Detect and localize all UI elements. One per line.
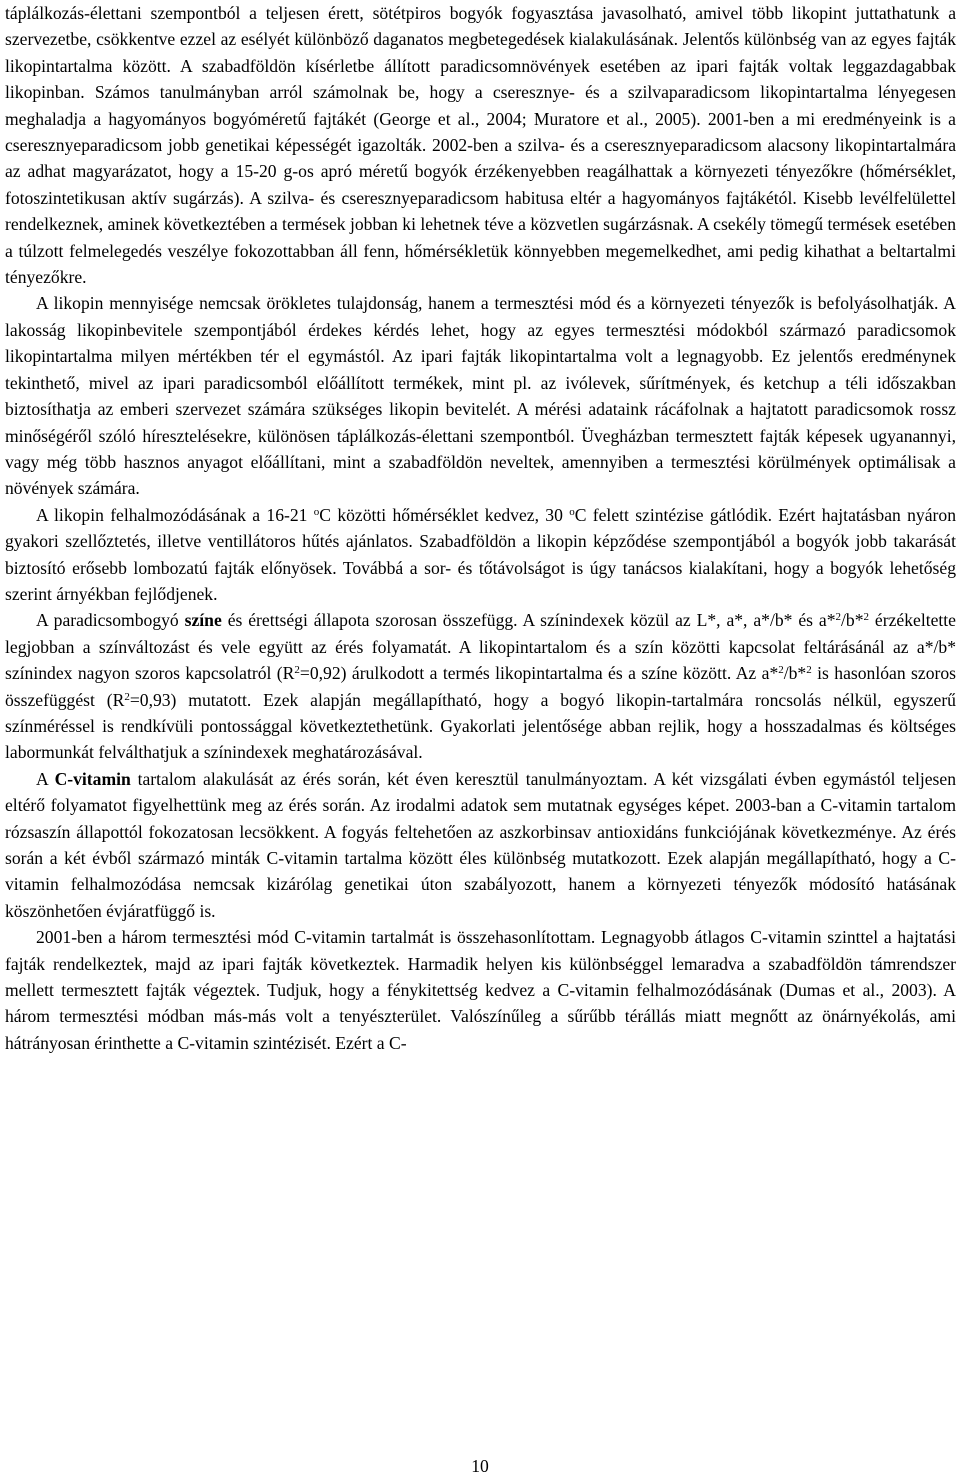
text-run: A paradicsombogyó bbox=[36, 610, 185, 631]
text-run: érzékeltette legjobban a színváltozást és vele együtt az érés folyamatát. A likopintartalom és a szín közötti kapcsolat feltárásánál az a*/b* színindex nagyon szoros kapcsolatról (R bbox=[5, 610, 956, 684]
document-page bbox=[5, 0, 956, 1056]
superscript: 2 bbox=[863, 611, 870, 624]
body-text bbox=[5, 0, 956, 1056]
superscript: o bbox=[313, 505, 320, 518]
text-run: A likopin mennyisége nemcsak örökletes tulajdonság, hanem a termesztési mód és a környezeti tényezők is befolyásolhatják. A lakosság likopinbevitele szempontjából érdekes kérdés lehet, hogy az egyes termesztési módokból származó paradicsomok likopintartalma milyen mértékben tér el egymástól. Az ipari fajták likopintartalma volt a legnagyobb. Ez jelentős eredménynek tekinthető, mivel az ipari paradicsomból előállított termékek, mint pl. az ivólevek, sűrítmények, és ketchup a téli időszakban biztosíthatja az emberi szervezet számára szükséges likopin bevitelét. A mérési adataink rácáfolnak a hajtatott paradicsomok rossz minőségéről szóló híresztelésekre, különösen táplálkozás-élettani szempontból. Üvegházban termesztett fajták képesek ugyanannyi, vagy még több hasznos anyagot előállítani, mint a szabadföldön neveltek, amennyiben a termesztési körülmények optimálisak a növények számára. bbox=[5, 293, 956, 499]
text-run: tartalom alakulását az érés során, két éven keresztül tanulmányoztam. A két vizsgálati évben egymástól teljesen eltérő folyamatot figyelhettünk meg az érés során. Az irodalmi adatok sem mutatnak egységes képet. 2003-ban a C-vitamin tartalom rózsaszín állapottól fokozatosan lecsökkent. A fogyás feltehetően az aszkorbinsav antioxidáns funkciójának következménye. Az érés során a két évből származó minták C-vitamin tartalma között éles különbség mutatkozott. Ezek alapján megállapítható, hogy a C-vitamin felhalmozódása nemcsak kizárólag genetikai úton szabályozott, hanem a környezeti tényezők módosító hatásának köszönhetően évjáratfüggő is. bbox=[5, 768, 956, 921]
superscript: 2 bbox=[778, 664, 784, 677]
text-run: /b* bbox=[783, 663, 807, 684]
page-number: 10 bbox=[471, 1456, 489, 1476]
text-run: 2001-ben a három termesztési mód C-vitamin tartalmát is összehasonlítottam. Legnagyobb átlagos C-vitamin szinttel a hajtatási fajták rendelkeztek, majd az ipari fajták következtek. Harmadik helyen kis különbséggel lemaradva a szabadföldön támrendszer mellett termesztett fajták végeztek. Tudjuk, hogy a fénykitettség kedvez a C-vitamin felhalmozódásának (Dumas et al., 2003). A három termesztési módban más-más volt a tenyészterület. Valószínűleg a sűrűbb térállás miatt megnőtt az önárnyékolás, ami hátrányosan érinthette a C-vitamin szintézisét. Ezért a C- bbox=[5, 927, 956, 1053]
paragraph bbox=[5, 607, 956, 765]
paragraph bbox=[5, 290, 956, 501]
text-run: is hasonlóan szoros összefüggést (R bbox=[5, 663, 956, 710]
superscript: o bbox=[569, 505, 575, 518]
superscript: 2 bbox=[835, 611, 842, 624]
text-run: =0,93) mutatott. Ezek alapján megállapítható, hogy a bogyó likopin-tartalmára roncsolás nélkül, egyszerű színméréssel is rendkívüli pontossággal következtethetünk. Gyakorlati jelentősége abban rejlik, hogy a hosszadalmas és költséges labormunkát felválthatjuk a színindexek meghatározásával. bbox=[5, 689, 956, 763]
text-run: =0,92) árulkodott a termés likopintartalma és a színe között. Az a* bbox=[299, 663, 779, 684]
text-run: táplálkozás-élettani szempontból a teljesen érett, sötétpiros bogyók fogyasztása javasolható, amivel több likopint juttathatunk a szervezetbe, csökkentve ezzel az esélyét különböző daganatos megbetegedések kialakulásának. Jelentős különbség van az egyes fajták likopintartalma között. A szabadföldön kísérletbe állított paradicsomnövények esetében az ipari fajták voltak leggazdagabbak likopinban. Számos tanulmányban arról számolnak be, hogy a cseresznye- és a szilvaparadicsom likopintartalma lényegesen meghaladja a hagyományos bogyóméretű fajtákét (George et al., 2004; Muratore et al., 2005). 2001-ben a mi eredményeink is a cseresznyeparadicsom jobb genetikai képességét igazolták. 2002-ben a szilva- és a cseresznyeparadicsom alacsony likopintartalmára az adhat magyarázatot, hogy a 15-20 g-os apró méretű bogyók érzékenyebben reagálhattak a környezeti tényezőkre (hőmérséklet, fotoszintetikusan aktív sugárzás). A szilva- és cseresznyeparadicsom habitusa eltér a hagyományos fajtákétól. Kisebb levélfelülettel rendelkeznek, aminek következtében a termések jobban ki lehetnek téve a közvetlen sugárzásnak. A csekély tömegű termések esetében a túlzott felmelegedés veszélye fokozottabban áll fenn, hőmérsékletük könnyebben megemelkedhet, ami pedig kihathat a beltartalmi tényezőkre. bbox=[5, 3, 956, 288]
paragraph bbox=[5, 502, 956, 608]
text-run: C közötti hőmérséklet kedvez, 30 bbox=[319, 504, 570, 525]
text-run: és érettségi állapota szorosan összefügg. A színindexek közül az L*, a*, a*/b* és a* bbox=[221, 610, 836, 631]
bold-term: színe bbox=[184, 610, 222, 631]
superscript: 2 bbox=[124, 690, 130, 703]
superscript: 2 bbox=[806, 664, 812, 677]
text-run: C felett szintézise gátlódik. Ezért hajtatásban nyáron gyakori szellőztetés, illetve ventillátoros hűtés ajánlatos. Szabadföldön a likopin képződése szempontjából a bogyók jobb takarását biztosító erősebb lombozatú fajták előnyösek. Továbbá a sor- és tőtávolságot is úgy tanácsos kialakítani, hogy a bogyók lehetőség szerint árnyékban fejlődjenek. bbox=[5, 504, 956, 604]
superscript: 2 bbox=[294, 664, 300, 677]
text-run: A bbox=[36, 768, 55, 789]
bold-term: C-vitamin bbox=[54, 768, 131, 789]
paragraph bbox=[5, 924, 956, 1056]
text-run: A likopin felhalmozódásának a 16-21 bbox=[36, 504, 314, 525]
text-run: /b* bbox=[841, 610, 864, 631]
paragraph bbox=[5, 766, 956, 924]
paragraph bbox=[5, 0, 956, 290]
